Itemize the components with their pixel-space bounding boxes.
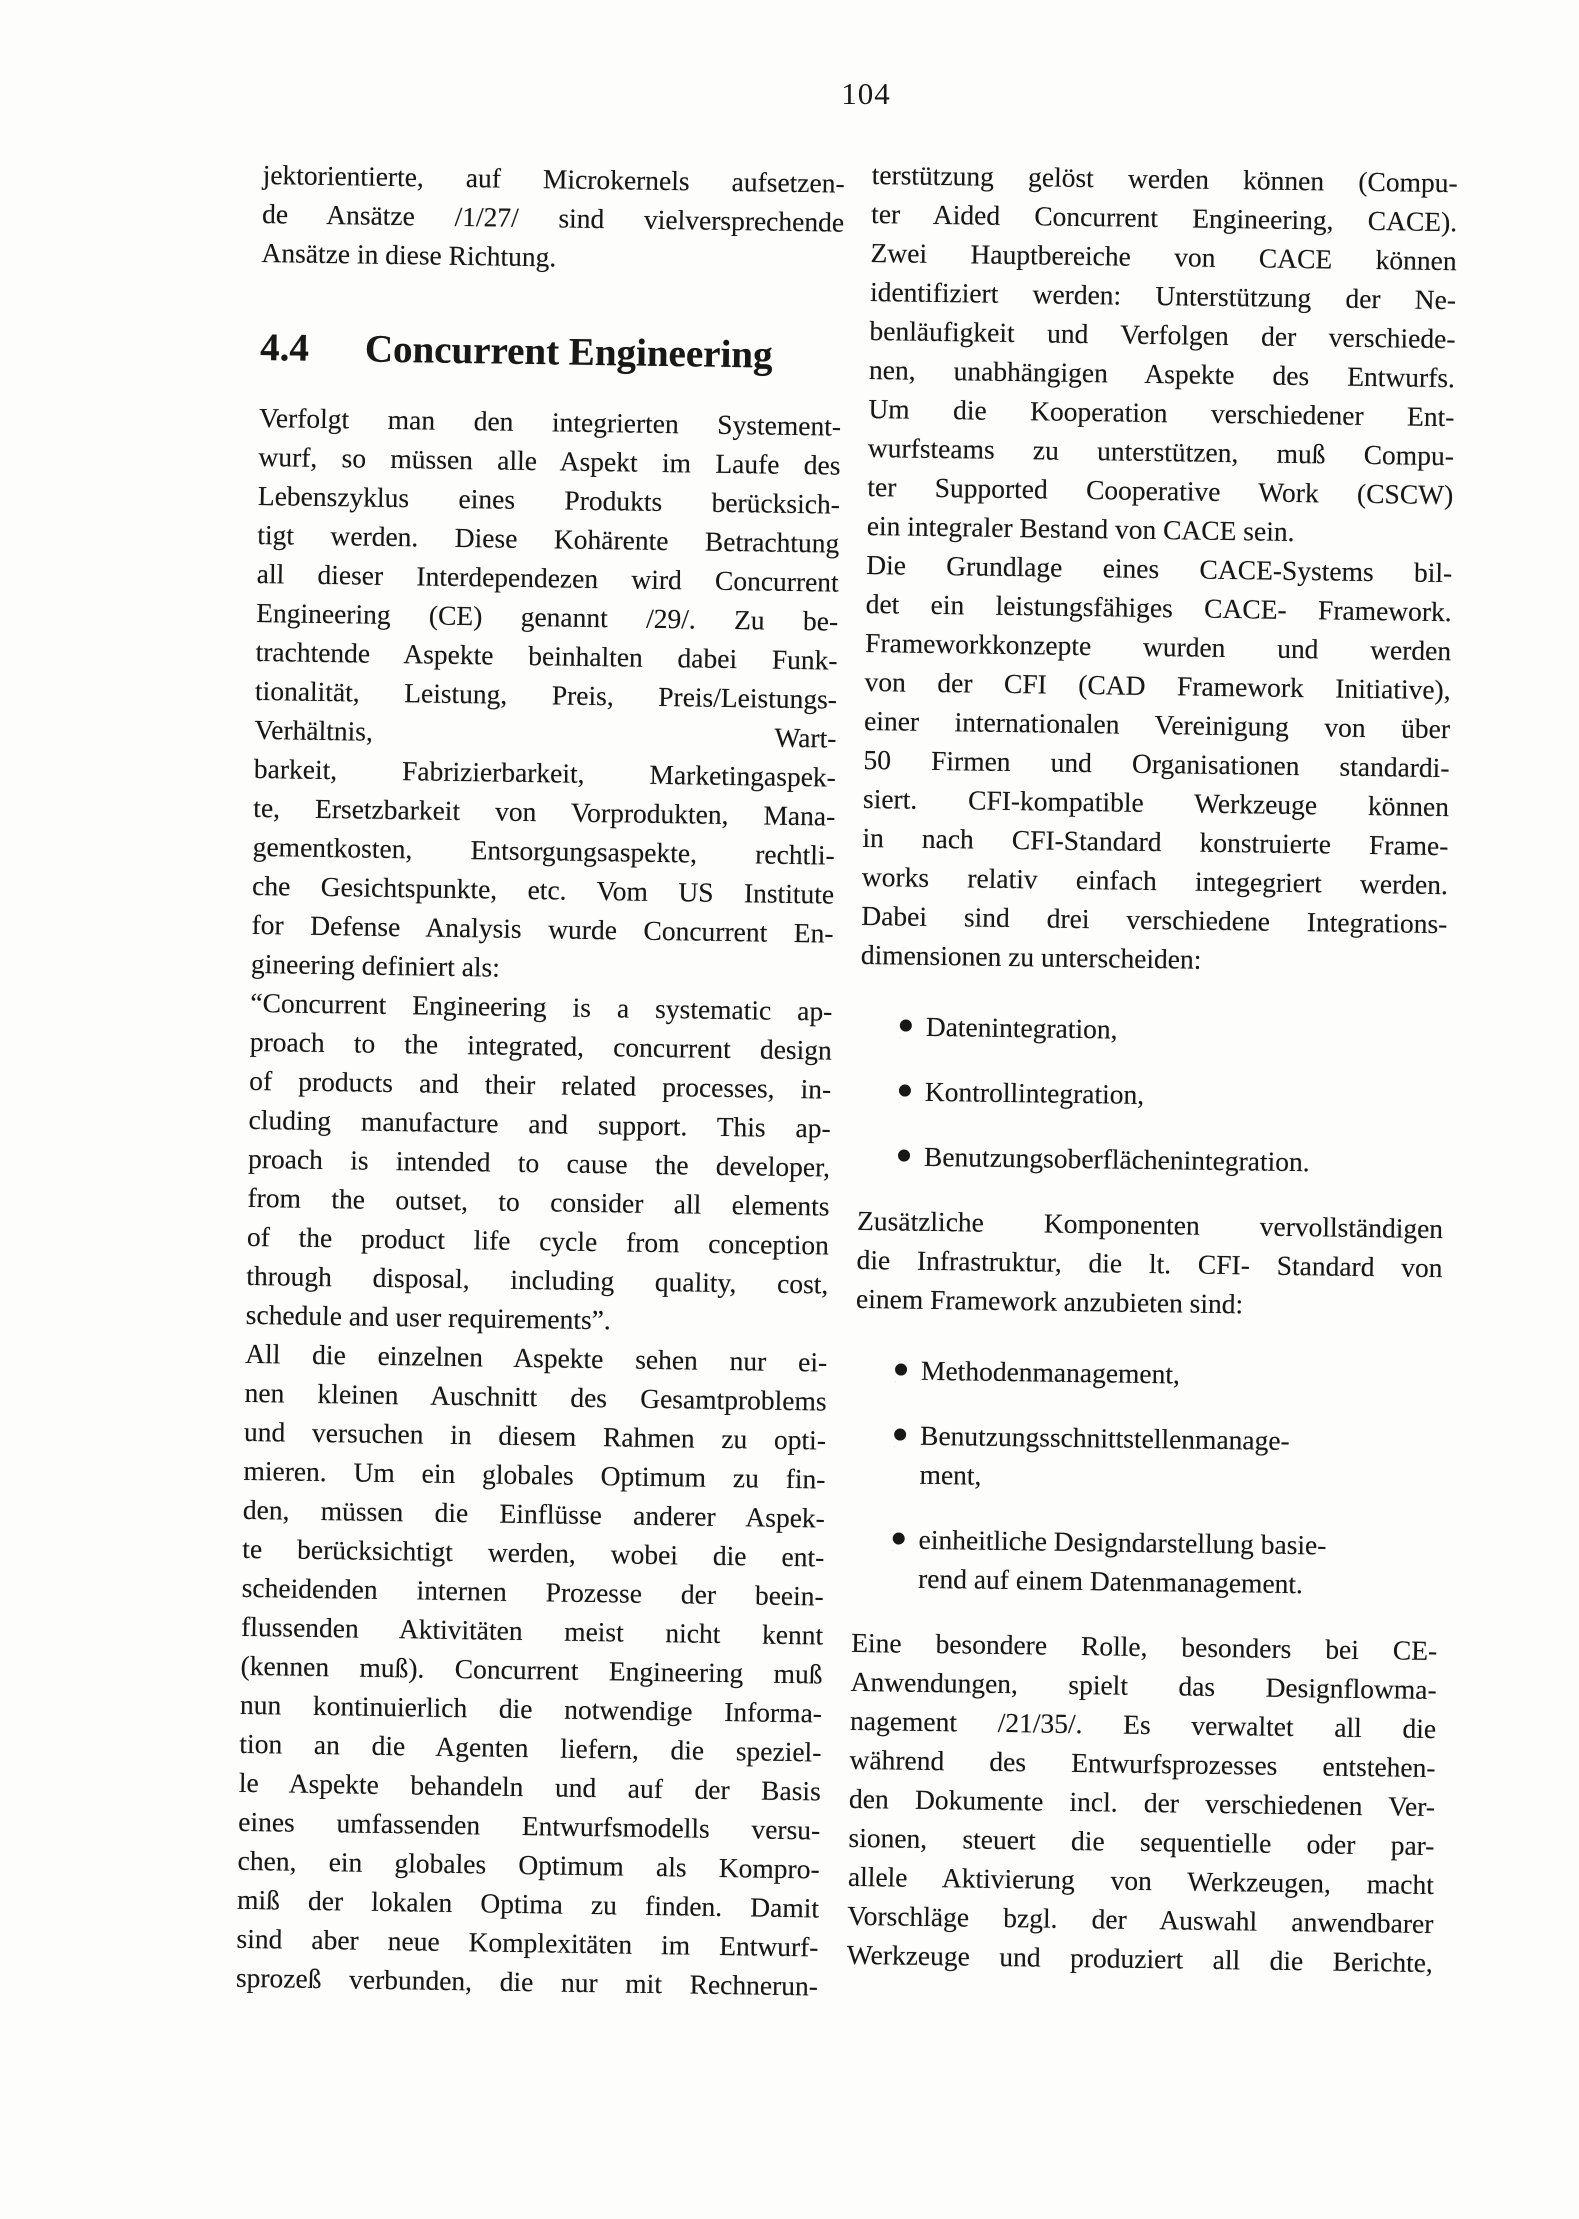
text-line: te berücksichtigt werden, wobei die ent-: [242, 1532, 825, 1573]
text-line: Methodenmanagement,: [920, 1354, 1181, 1390]
text-line: scheidenden internen Prozesse der beein-: [241, 1571, 824, 1612]
text-line: Frameworkkonzepte wurden und werden: [864, 626, 1452, 667]
text-line: die Infrastruktur, die lt. CFI- Standard von: [856, 1243, 1443, 1284]
text-line: tigt werden. Diese Kohärente Betrachtung: [257, 518, 840, 559]
bullet-icon: •: [899, 1084, 911, 1096]
list-item: [852, 1519, 1439, 1605]
text-line: trachtende Aspekte beinhalten dabei Funk-: [255, 635, 838, 676]
text-line: in nach CFI-Standard konstruierte Frame-: [862, 821, 1449, 862]
paragraph: [246, 983, 833, 1343]
bullet-icon: •: [894, 1428, 906, 1440]
text-line: Engineering (CE) genannt /29/. Zu be-: [255, 596, 839, 637]
text-line: de Ansätze /1/27/ sind vielversprechende: [261, 197, 845, 238]
text-line: Werkzeuge und produziert all die Berichte,: [846, 1938, 1434, 1979]
list-item: [853, 1415, 1440, 1501]
text-line: of the product life cycle from conception: [246, 1220, 830, 1261]
bullet-text: [925, 1072, 1445, 1118]
text-line: gineering definiert als:: [250, 947, 501, 983]
text-line: rend auf einem Datenmanagement.: [917, 1562, 1304, 1600]
section-title: Concurrent Engineering: [364, 327, 773, 377]
text-line: sionen, steuert die sequentielle oder par-: [848, 1821, 1435, 1862]
text-line: wurfsteams zu unterstützen, muß Compu-: [867, 431, 1455, 472]
text-line: tion an die Agenten liefern, die speziel-: [239, 1727, 822, 1768]
text-line: Anwendungen, spielt das Designflowma-: [850, 1665, 1437, 1706]
list-item: [859, 1071, 1445, 1118]
column-left: [236, 155, 845, 2005]
text-line: terstützung gelöst werden können (Compu-: [871, 158, 1458, 199]
bullet-icon: •: [900, 1019, 912, 1031]
text-line: schedule and user requirements”.: [245, 1298, 611, 1336]
text-line: of products and their related processes, in-: [249, 1064, 832, 1105]
text-line: Zusätzliche Komponenten vervollständigen: [856, 1204, 1444, 1245]
text-line: nen, unabhängigen Aspekte des Entwurfs.: [868, 353, 1456, 394]
text-line: und versuchen in diesem Rahmen zu opti-: [243, 1415, 827, 1456]
paragraph: [847, 1623, 1438, 1982]
text-line: eines umfassenden Entwurfsmodells versu-: [238, 1805, 821, 1846]
text-line: jektorientierte, auf Microkernels aufsetzen-: [262, 158, 845, 199]
text-line: Benutzungsoberflächenintegration.: [923, 1140, 1310, 1178]
text-line: nen kleinen Auschnitt des Gesamtproblems: [244, 1376, 827, 1417]
text-line: siert. CFI-kompatible Werkzeuge können: [862, 782, 1450, 823]
text-line: proach to the integrated, concurrent design: [249, 1025, 833, 1066]
text-line: allele Aktivierung von Werkzeugen, macht: [847, 1860, 1435, 1901]
text-line: Benutzungsschnittstellenmanage-: [919, 1419, 1290, 1456]
text-line: dimensionen zu unterscheiden:: [860, 938, 1202, 975]
text-line: nagement /21/35/. Es verwaltet all die: [849, 1704, 1437, 1745]
text-line: tionalität, Leistung, Preis, Preis/Leistungs-: [254, 674, 838, 715]
list-item: [860, 1006, 1446, 1053]
text-line: ment,: [919, 1458, 982, 1491]
text-line: proach is intended to cause the developer,: [247, 1142, 831, 1183]
text-line: Dabei sind drei verschiedene Integrations-: [861, 899, 1448, 940]
column-right: [847, 155, 1458, 1982]
text-line: von der CFI (CAD Framework Initiative),: [864, 665, 1451, 706]
bullet-icon: •: [895, 1363, 907, 1375]
list-item: [855, 1350, 1441, 1397]
text-line: ter Supported Cooperative Work (CSCW): [867, 470, 1454, 511]
text-line: Datenintegration,: [925, 1010, 1118, 1045]
text-line: le Aspekte behandeln und auf der Basis: [238, 1766, 822, 1807]
text-line: miß der lokalen Optima zu finden. Damit: [236, 1883, 820, 1924]
text-line: “Concurrent Engineering is a systematic ap-: [250, 986, 833, 1027]
text-line: ein integraler Bestand von CACE sein.: [866, 509, 1295, 547]
text-line: Verfolgt man den integrierten Systement-: [258, 401, 842, 442]
text-line: einem Framework anzubieten sind:: [855, 1282, 1244, 1320]
text-line: mieren. Um ein globales Optimum zu fin-: [243, 1454, 826, 1495]
text-line: Lebenszyklus eines Produkts berücksich-: [257, 479, 841, 520]
text-line: Um die Kooperation verschiedener Ent-: [868, 392, 1455, 433]
text-line: den Dokumente incl. der verschiedenen Ver-: [848, 1782, 1436, 1823]
paragraph: [261, 155, 845, 281]
bullet-text: [924, 1137, 1444, 1183]
section-number: 4.4: [259, 325, 310, 370]
text-line: Die Grundlage eines CACE-Systems bil-: [866, 548, 1453, 589]
paragraph: [861, 545, 1453, 982]
text-line: Eine besondere Rolle, besonders bei CE-: [851, 1626, 1438, 1667]
section-heading: [260, 324, 843, 381]
paragraph: [236, 1334, 828, 2006]
text-line: einer internationalen Vereinigung von über: [863, 704, 1451, 745]
paragraph: [867, 155, 1458, 553]
bullet-text: [926, 1007, 1446, 1053]
list-item: [858, 1136, 1444, 1183]
text-line: Vorschläge bzgl. der Auswahl anwendbarer: [847, 1899, 1434, 1940]
text-line: (kennen muß). Concurrent Engineering muß: [240, 1649, 823, 1690]
page-number: 104: [841, 76, 891, 111]
text-line: 50 Firmen und Organisationen standardi-: [863, 743, 1450, 784]
text-line: nun kontinuierlich die notwendige Informa-: [239, 1688, 823, 1729]
text-line: barkeit, Fabrizierbarkeit, Marketingaspek-: [253, 752, 837, 793]
bullet-list: [858, 1006, 1446, 1183]
text-line: chen, ein globales Optimum als Kompro-: [237, 1844, 820, 1885]
text-line: einheitliche Designdarstellung basie-: [918, 1523, 1327, 1561]
text-line: all dieser Interdependezen wird Concurrent: [256, 557, 839, 598]
text-line: for Defense Analysis wurde Concurrent En-: [251, 908, 834, 949]
text-line: from the outset, to consider all elements: [247, 1181, 830, 1222]
text-line: den, müssen die Einflüsse anderer Aspek-: [242, 1493, 826, 1534]
text-line: während des Entwurfsprozesses entstehen-: [849, 1743, 1436, 1784]
bullet-icon: •: [898, 1149, 910, 1161]
text-line: Verhältnis, Wart-: [254, 713, 837, 754]
text-line: det ein leistungsfähiges CACE- Framework.: [865, 587, 1452, 628]
text-line: wurf, so müssen alle Aspekt im Laufe des: [258, 440, 841, 481]
text-line: sprozeß verbunden, die nur mit Rechnerun-: [235, 1961, 819, 2002]
text-line: cluding manufacture and support. This ap-: [248, 1103, 831, 1144]
text-line: Ansätze in diese Richtung.: [261, 236, 557, 273]
paragraph: [251, 398, 842, 992]
paragraph: [856, 1201, 1444, 1326]
bullet-icon: •: [893, 1532, 905, 1544]
text-line: ter Aided Concurrent Engineering, CACE).: [870, 197, 1458, 238]
text-line: through disposal, including quality, cost,: [246, 1259, 829, 1300]
text-line: te, Ersetzbarkeit von Vorprodukten, Mana-: [253, 791, 836, 832]
text-line: che Gesichtspunkte, etc. Vom US Institute: [251, 869, 835, 910]
text-line: sind aber neue Komplexitäten im Entwurf-: [236, 1922, 819, 1963]
bullet-text: [919, 1416, 1440, 1501]
text-line: Kontrollintegration,: [924, 1075, 1145, 1110]
text-line: All die einzelnen Aspekte sehen nur ei-: [244, 1337, 828, 1378]
text-line: works relativ einfach integegriert werden.: [861, 860, 1449, 901]
bullet-text: [918, 1520, 1439, 1605]
bullet-text: [921, 1351, 1441, 1397]
text-line: identifiziert werden: Unterstützung der Ne-: [869, 275, 1457, 316]
text-line: gementkosten, Entsorgungsaspekte, rechtli-: [252, 830, 835, 871]
text-line: Zwei Hauptbereiche von CACE können: [870, 236, 1457, 277]
text-line: flussenden Aktivitäten meist nicht kennt: [240, 1610, 824, 1651]
text-line: benläufigkeit und Verfolgen der verschiede-: [869, 314, 1456, 355]
bullet-list: [852, 1350, 1441, 1605]
